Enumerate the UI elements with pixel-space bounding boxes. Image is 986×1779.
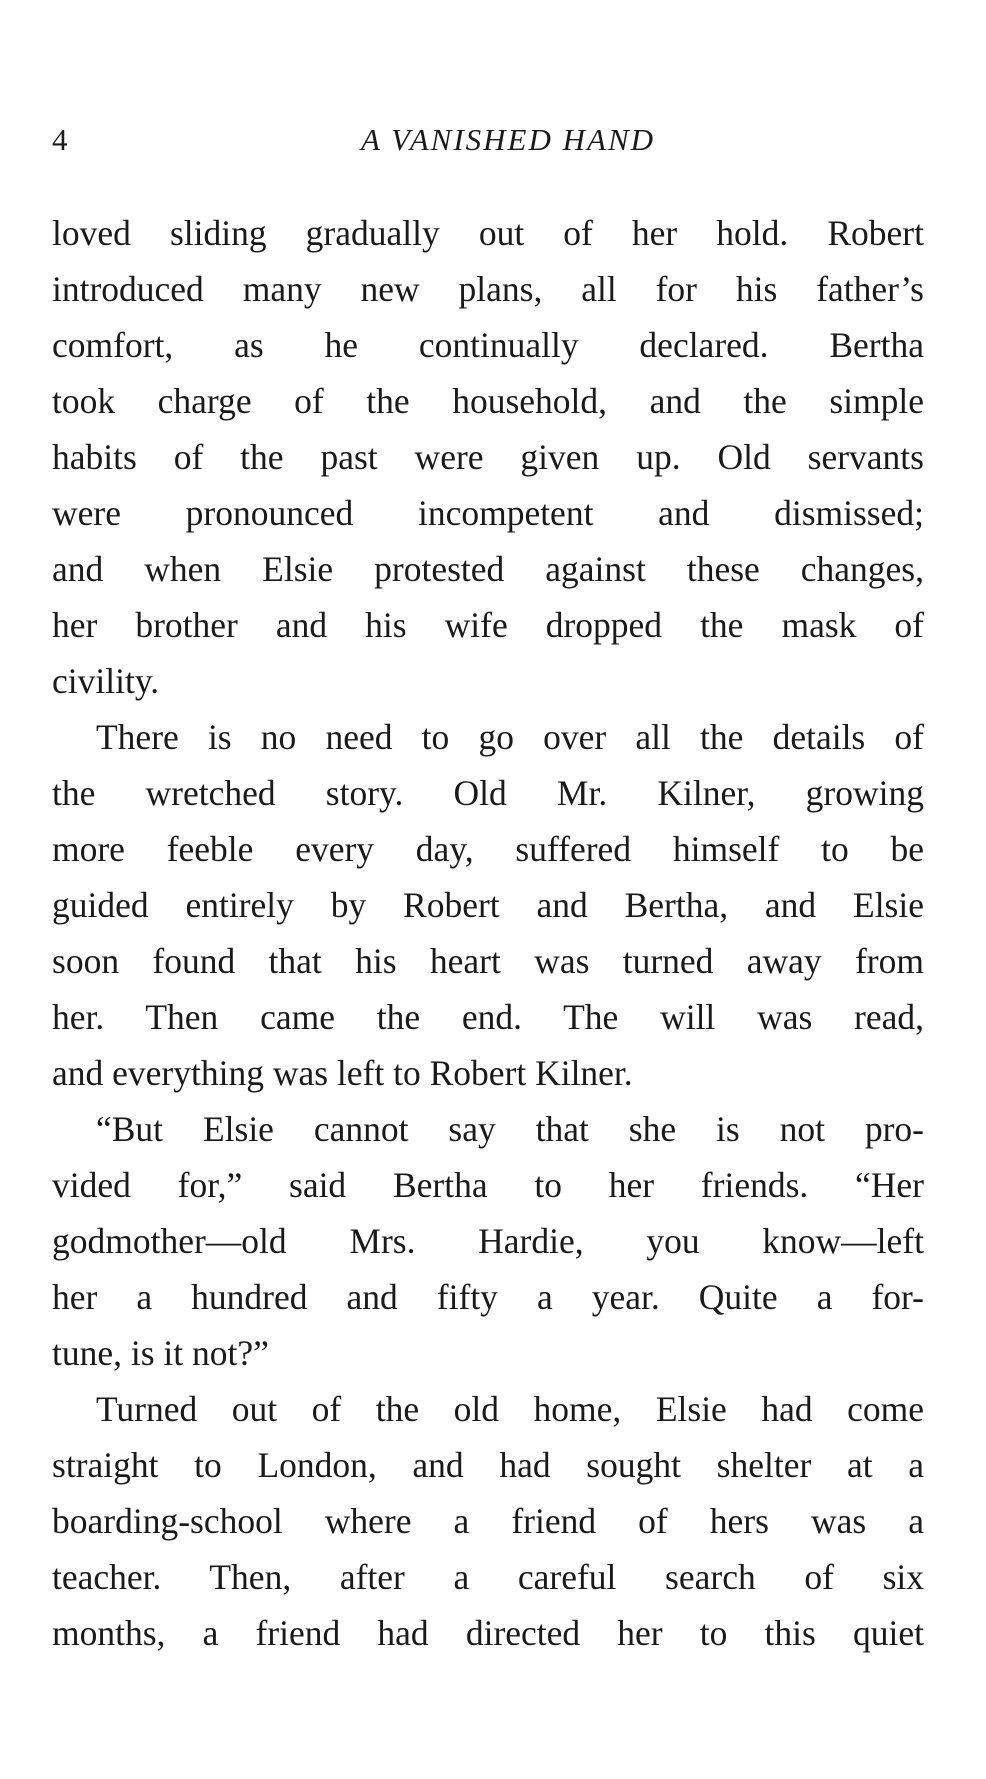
text-line: There is no need to go over all the details of — [96, 717, 924, 757]
text-line: straight to London, and had sought shelter at a — [52, 1445, 924, 1485]
paragraph-3 — [52, 1101, 924, 1381]
text-line: guided entirely by Robert and Bertha, and Elsie — [52, 885, 924, 925]
text-line: her. Then came the end. The will was read, — [52, 997, 924, 1037]
text-line: her brother and his wife dropped the mask of — [52, 605, 924, 645]
text-line: were pronounced incompetent and dismissed; — [52, 493, 924, 533]
text-line: took charge of the household, and the simple — [52, 381, 924, 421]
text-line: more feeble every day, suffered himself to be — [52, 829, 924, 869]
body-text — [52, 205, 924, 1661]
text-line: civility. — [52, 661, 160, 701]
page-number: 4 — [52, 122, 68, 157]
text-line: “But Elsie cannot say that she is not pro- — [96, 1109, 924, 1149]
paragraph-4 — [52, 1381, 924, 1661]
text-line: and when Elsie protested against these changes, — [52, 549, 924, 589]
text-line: and everything was left to Robert Kilner. — [52, 1053, 633, 1093]
paragraph-2 — [52, 709, 924, 1101]
book-title: A VANISHED HAND — [360, 122, 656, 157]
text-line: comfort, as he continually declared. Bertha — [52, 325, 924, 365]
text-line: months, a friend had directed her to this quiet — [52, 1613, 924, 1653]
text-line: loved sliding gradually out of her hold. Robert — [52, 213, 924, 253]
paragraph-1 — [52, 205, 924, 709]
text-line: her a hundred and fifty a year. Quite a for- — [52, 1277, 924, 1317]
text-line: the wretched story. Old Mr. Kilner, growing — [52, 773, 924, 813]
text-line: soon found that his heart was turned away from — [52, 941, 924, 981]
text-line: boarding-school where a friend of hers was a — [52, 1501, 924, 1541]
text-line: godmother—old Mrs. Hardie, you know—left — [52, 1221, 924, 1261]
text-line: teacher. Then, after a careful search of six — [52, 1557, 924, 1597]
text-line: habits of the past were given up. Old servants — [52, 437, 924, 477]
running-head — [52, 118, 924, 162]
text-line: tune, is it not?” — [52, 1333, 269, 1373]
text-line: introduced many new plans, all for his father’s — [52, 269, 924, 309]
text-line: Turned out of the old home, Elsie had come — [96, 1389, 924, 1429]
text-line: vided for,” said Bertha to her friends. “Her — [52, 1165, 924, 1205]
